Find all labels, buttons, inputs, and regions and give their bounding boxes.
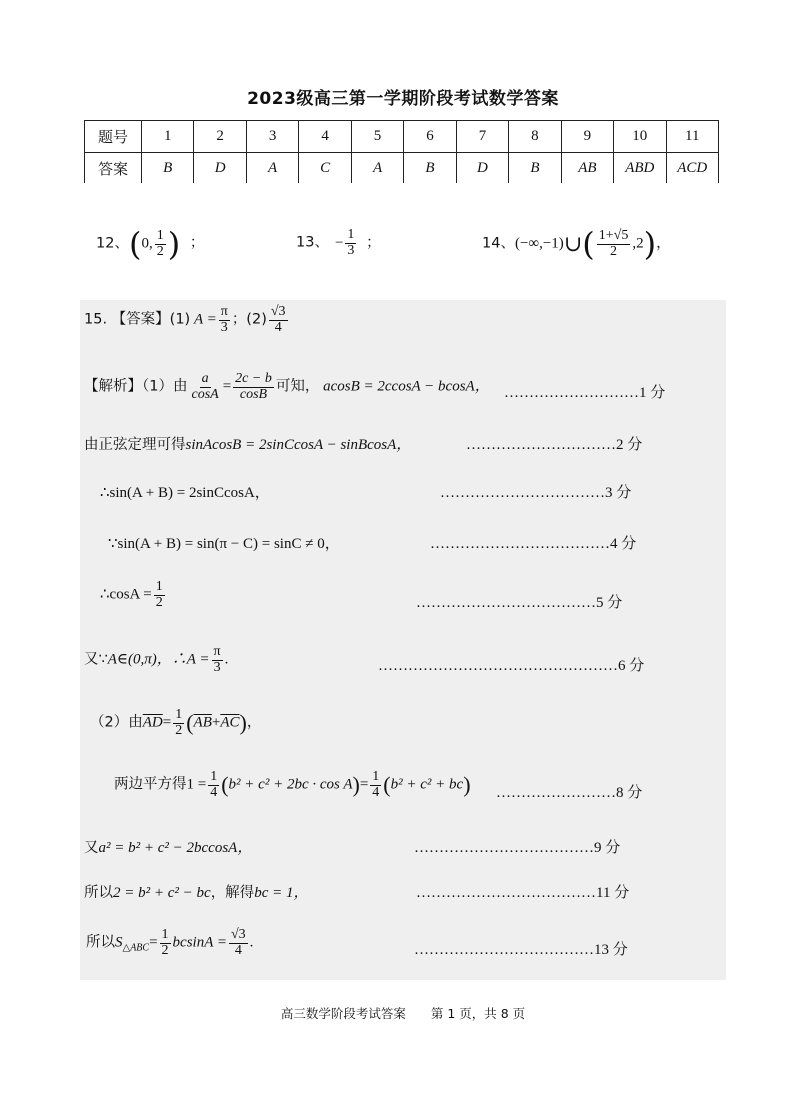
table-cell: 10 — [614, 121, 666, 153]
table-header-answer: 答案 — [85, 153, 142, 184]
table-cell: D — [456, 153, 508, 184]
table-cell: 4 — [299, 121, 351, 153]
solution-line-9: 又a² = b² + c² − 2bccosA， — [84, 840, 253, 856]
table-cell: ABD — [614, 153, 666, 184]
table-cell: 5 — [351, 121, 403, 153]
score-3: ……………………………3 分 — [440, 485, 632, 501]
solution-line-2: 由正弦定理可得sinAcosB = 2sinCcosA − sinBcosA， — [84, 437, 412, 453]
solution-line-8: 两边平方得1 = $\frac{1}{4}$ (b² + c² + 2bc · cos A)= $\frac{1}{4}$ (b² + c² + bc) — [114, 769, 471, 800]
score-4: ………………………………4 分 — [430, 536, 637, 552]
score-10: ………………………………11 分 — [416, 885, 630, 901]
table-header-number: 题号 — [85, 121, 142, 153]
table-cell: B — [509, 153, 561, 184]
page-title: 2023级高三第一学期阶段考试数学答案 — [247, 89, 559, 109]
answer-q14: 14、(−∞,−1)∪( $\frac{1+√5}{2}$ ,2)， — [482, 225, 671, 263]
solution-line-1: 【解析】（1）由 $\frac{a}{\cos A}$ = $\frac{2c - b}{\cos B}$ 可知， acosB = 2ccosA − bcosA， — [84, 371, 490, 402]
table-cell: ACD — [666, 153, 718, 184]
answer-q13: 13、 − $\frac{1}{3}$ ； — [296, 227, 381, 258]
score-8: ……………………8 分 — [496, 785, 643, 801]
table-row — [85, 121, 719, 153]
score-5: ………………………………5 分 — [416, 595, 623, 611]
solution-line-5: ∴cosA = $\frac{1}{2}$ — [100, 579, 163, 610]
table-cell: C — [299, 153, 351, 184]
score-9: ………………………………9 分 — [414, 840, 621, 856]
table-cell: 8 — [509, 121, 561, 153]
table-cell: 3 — [246, 121, 298, 153]
score-6: …………………………………………6 分 — [378, 658, 645, 674]
solution-line-7: （2）由$\overline{AD}=$ $\frac{1}{2}$ $(\overline{AB}+\overline{AC})$， — [90, 707, 262, 738]
table-row — [85, 153, 719, 184]
solution-line-3: ∴sin(A + B) = 2sinCcosA， — [100, 485, 270, 501]
score-2: …………………………2 分 — [466, 437, 643, 453]
table-cell: 7 — [456, 121, 508, 153]
table-cell: AB — [561, 153, 613, 184]
table-cell: A — [351, 153, 403, 184]
table-cell: 11 — [666, 121, 718, 153]
table-cell: 2 — [194, 121, 246, 153]
table-cell: A — [246, 153, 298, 184]
score-1: ………………………1 分 — [504, 385, 666, 401]
table-cell: 9 — [561, 121, 613, 153]
solution-line-10: 所以2 = b² + c² − bc，解得bc = 1， — [84, 885, 309, 901]
table-cell: B — [404, 153, 456, 184]
q15-answer: 15. 【答案】(1) A = $\frac{\pi}{3}$ ；(2) $\frac{√3}{4}$ — [84, 304, 286, 335]
score-11: ………………………………13 分 — [414, 942, 628, 958]
solution-line-4: ∵sin(A + B) = sin(π − C) = sinC ≠ 0， — [108, 536, 340, 552]
table-cell: D — [194, 153, 246, 184]
answer-table — [84, 120, 719, 183]
table-cell: 1 — [142, 121, 194, 153]
page-footer: 高三数学阶段考试答案 第 1 页，共 8 页 — [280, 1006, 526, 1021]
table-cell: B — [142, 153, 194, 184]
solution-line-6: 又∵A∈(0,π)，∴A = $\frac{\pi}{3}$ . — [84, 644, 229, 675]
solution-line-11: 所以$S_{\triangle ABC}=$ $\frac{1}{2}$ bcsinA = $\frac{√3}{4}$ . — [86, 927, 254, 958]
answer-q12: 12、(0, $\frac{1}{2}$ ) ； — [96, 225, 205, 263]
table-cell: 6 — [404, 121, 456, 153]
